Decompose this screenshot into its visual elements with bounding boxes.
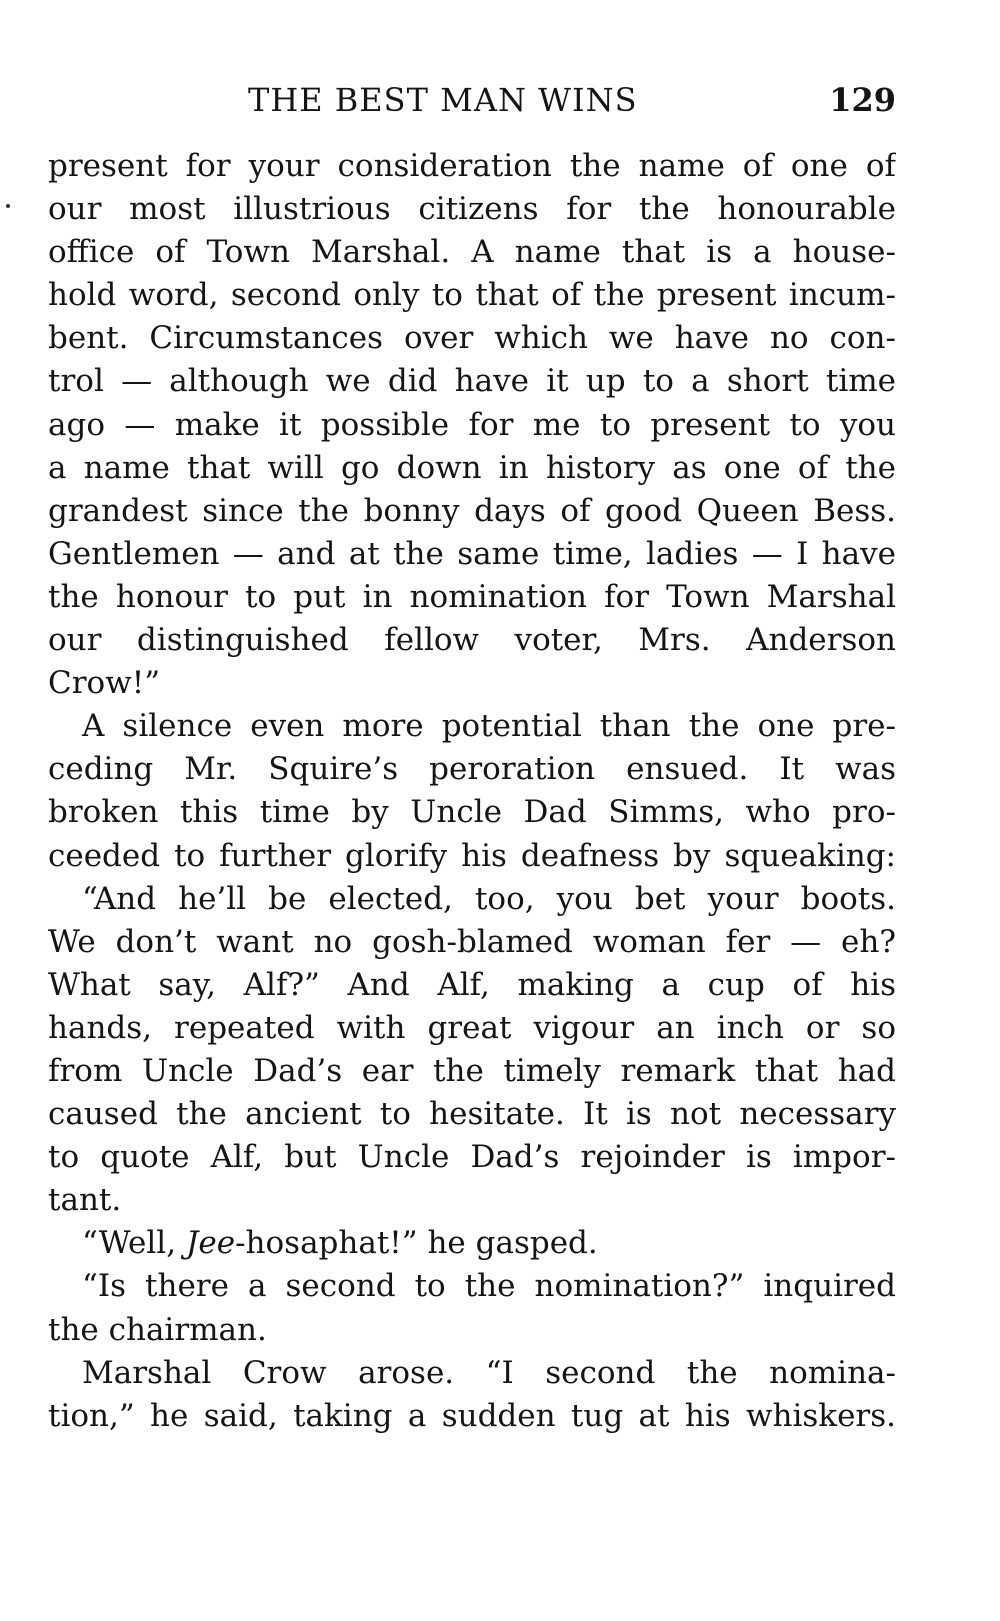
text-line: the honour to put in nomination for Town Marshal bbox=[48, 578, 896, 615]
text-line: Marshal Crow arose. “I second the nomina- bbox=[82, 1354, 896, 1391]
margin-speck bbox=[6, 204, 10, 208]
text-line: caused the ancient to hesitate. It is not necessary bbox=[48, 1096, 896, 1133]
text-line: ceding Mr. Squire’s peroration ensued. It was bbox=[48, 751, 896, 788]
running-title: THE BEST MAN WINS bbox=[248, 81, 638, 119]
page-number: 129 bbox=[829, 81, 896, 119]
text-line: our distinguished fellow voter, Mrs. Anderson bbox=[48, 622, 896, 659]
text-line: the chairman. bbox=[48, 1311, 267, 1348]
text-fragment: -hosaphat!” he gasped. bbox=[235, 1225, 598, 1262]
text-line: tion,” he said, taking a sudden tug at his whiskers. bbox=[48, 1397, 896, 1434]
running-head bbox=[48, 78, 896, 122]
body-text bbox=[48, 145, 896, 1438]
text-line: hold word, second only to that of the present incum- bbox=[48, 277, 896, 314]
text-line bbox=[48, 1222, 896, 1265]
text-line: ceeded to further glorify his deafness by squeaking: bbox=[48, 837, 896, 874]
text-fragment: “Well, bbox=[82, 1225, 186, 1262]
text-line: office of Town Marshal. A name that is a house- bbox=[48, 234, 896, 271]
text-line: a name that will go down in history as one of the bbox=[48, 449, 896, 486]
text-line: trol — although we did have it up to a short time bbox=[48, 363, 896, 400]
text-line: We don’t want no gosh-blamed woman fer — eh? bbox=[48, 923, 896, 960]
paragraph bbox=[48, 145, 896, 705]
text-line: tant. bbox=[48, 1182, 122, 1219]
text-line: “And he’ll be elected, too, you bet your boots. bbox=[82, 880, 896, 917]
paragraph bbox=[48, 705, 896, 877]
text-line: to quote Alf, but Uncle Dad’s rejoinder is impor- bbox=[48, 1139, 896, 1176]
italic-fragment: Jee bbox=[185, 1225, 236, 1262]
text-line: hands, repeated with great vigour an inch or so bbox=[48, 1009, 896, 1046]
text-line: Crow!” bbox=[48, 665, 161, 702]
paragraph bbox=[48, 1352, 896, 1438]
text-line: A silence even more potential than the one pre- bbox=[82, 708, 896, 745]
text-line: broken this time by Uncle Dad Simms, who pro- bbox=[48, 794, 896, 831]
paragraph bbox=[48, 878, 896, 1223]
paragraph bbox=[48, 1265, 896, 1351]
text-line: from Uncle Dad’s ear the timely remark that had bbox=[48, 1052, 896, 1089]
text-line: “Is there a second to the nomination?” inquired bbox=[82, 1268, 896, 1305]
text-line: ago — make it possible for me to present to you bbox=[48, 406, 896, 443]
text-line: bent. Circumstances over which we have no con- bbox=[48, 320, 896, 357]
text-line: our most illustrious citizens for the honourable bbox=[48, 191, 896, 228]
paragraph bbox=[48, 1222, 896, 1265]
text-line: What say, Alf?” And Alf, making a cup of his bbox=[48, 966, 896, 1003]
text-line: grandest since the bonny days of good Queen Bess. bbox=[48, 492, 896, 529]
text-line: present for your consideration the name of one of bbox=[48, 148, 896, 184]
text-line: Gentlemen — and at the same time, ladies — I have bbox=[48, 535, 896, 572]
